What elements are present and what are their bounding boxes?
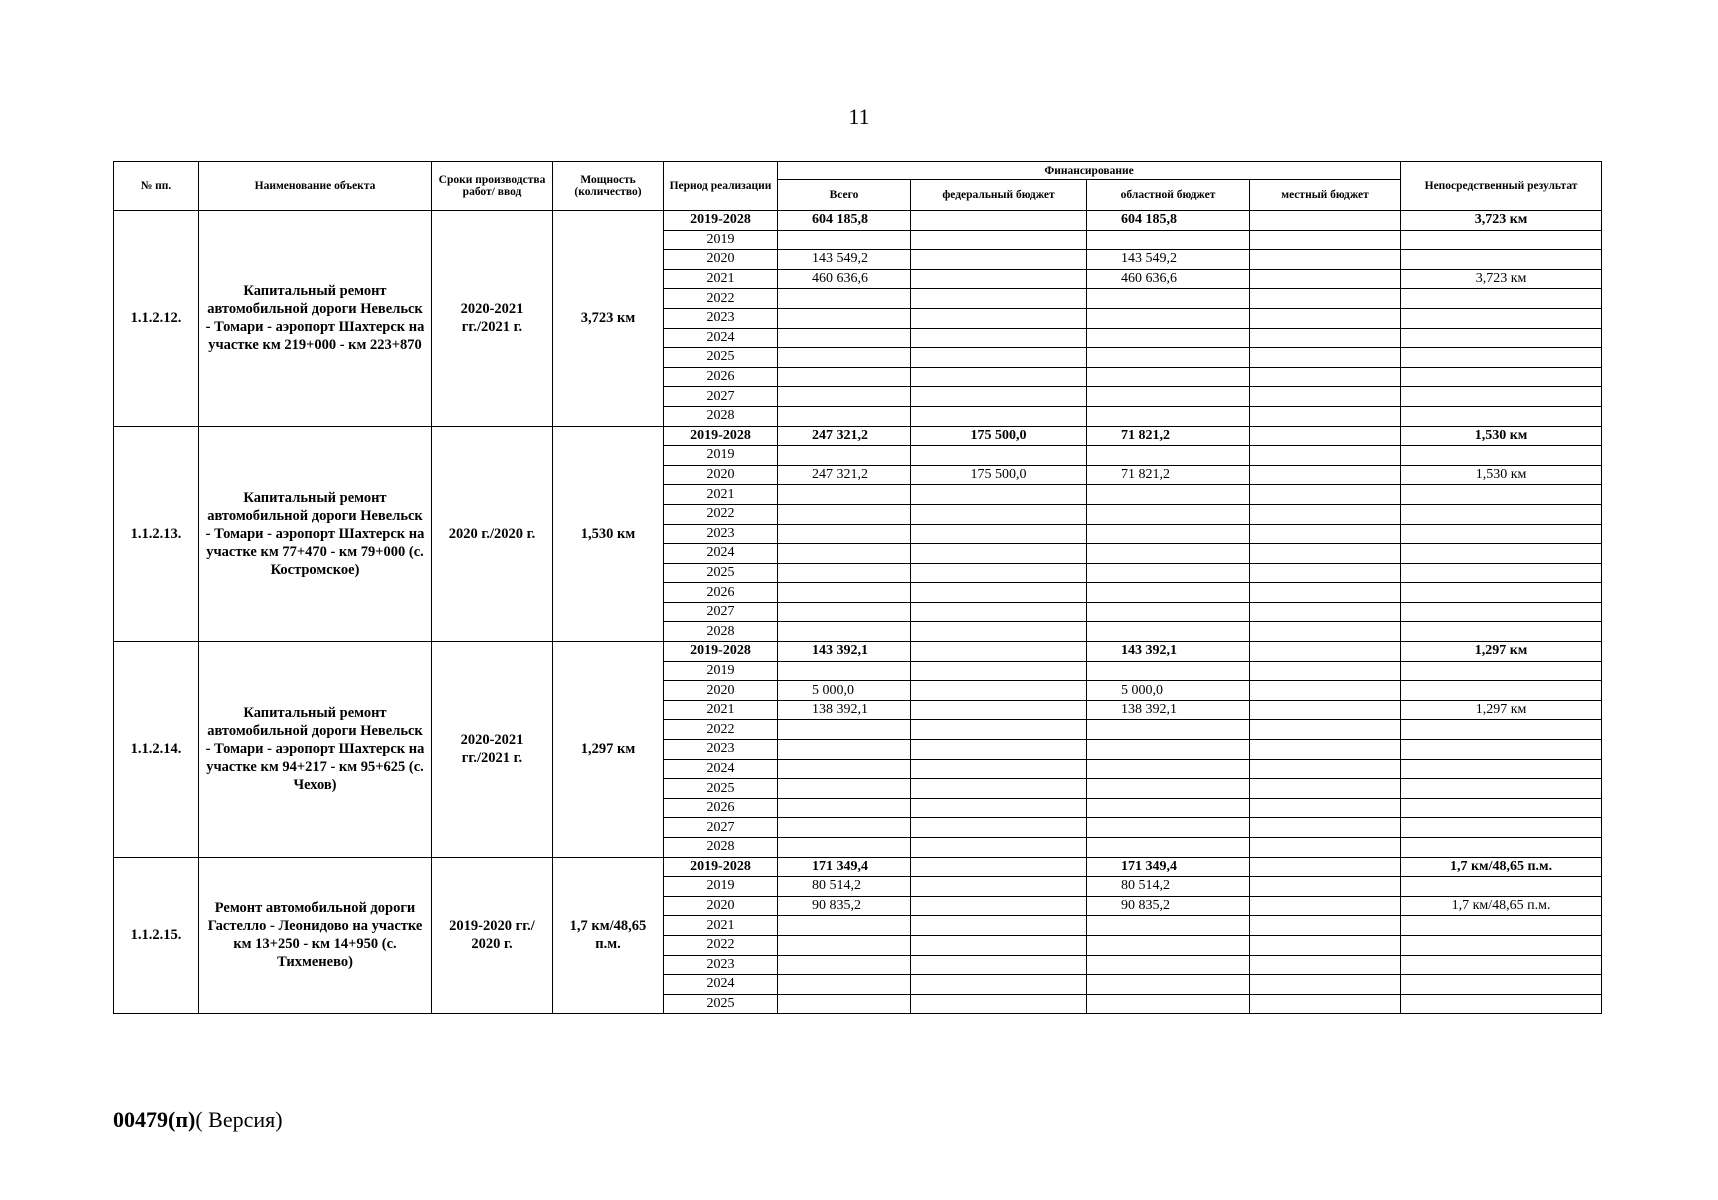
regional-cell bbox=[1087, 779, 1250, 799]
period-cell: 2020 bbox=[664, 250, 778, 270]
result-cell: 1,7 км/48,65 п.м. bbox=[1401, 896, 1602, 916]
total-cell bbox=[778, 916, 911, 936]
total-cell bbox=[778, 838, 911, 858]
table-row-total bbox=[114, 211, 1602, 231]
local-cell bbox=[1250, 759, 1401, 779]
total-cell bbox=[778, 759, 911, 779]
total-cell bbox=[778, 740, 911, 760]
local-cell bbox=[1250, 994, 1401, 1014]
header-name: Наименование объекта bbox=[199, 162, 432, 211]
period-cell: 2023 bbox=[664, 308, 778, 328]
header-result: Непосредственный результат bbox=[1401, 162, 1602, 211]
local-cell bbox=[1250, 622, 1401, 642]
local-cell bbox=[1250, 406, 1401, 426]
regional-cell: 80 514,2 bbox=[1087, 877, 1250, 897]
result-cell bbox=[1401, 740, 1602, 760]
period-cell: 2025 bbox=[664, 563, 778, 583]
regional-cell bbox=[1087, 367, 1250, 387]
total-cell bbox=[778, 485, 911, 505]
object-capacity: 1,530 км bbox=[553, 426, 664, 642]
total-cell bbox=[778, 504, 911, 524]
header-regional: областной бюджет bbox=[1087, 180, 1250, 211]
period-cell: 2028 bbox=[664, 838, 778, 858]
result-cell bbox=[1401, 308, 1602, 328]
regional-cell: 138 392,1 bbox=[1087, 700, 1250, 720]
federal-cell bbox=[911, 642, 1087, 662]
period-cell: 2022 bbox=[664, 935, 778, 955]
result-cell bbox=[1401, 720, 1602, 740]
local-cell bbox=[1250, 485, 1401, 505]
local-cell bbox=[1250, 740, 1401, 760]
period-cell: 2024 bbox=[664, 975, 778, 995]
regional-cell bbox=[1087, 289, 1250, 309]
total-cell bbox=[778, 328, 911, 348]
period-cell: 2025 bbox=[664, 779, 778, 799]
regional-cell bbox=[1087, 740, 1250, 760]
regional-cell bbox=[1087, 387, 1250, 407]
object-number: 1.1.2.14. bbox=[114, 642, 199, 858]
result-cell bbox=[1401, 602, 1602, 622]
local-cell bbox=[1250, 700, 1401, 720]
total-cell bbox=[778, 818, 911, 838]
period-cell: 2020 bbox=[664, 465, 778, 485]
total-cell: 460 636,6 bbox=[778, 269, 911, 289]
regional-cell bbox=[1087, 446, 1250, 466]
regional-cell: 143 549,2 bbox=[1087, 250, 1250, 270]
federal-cell bbox=[911, 622, 1087, 642]
result-cell bbox=[1401, 544, 1602, 564]
total-cell bbox=[778, 406, 911, 426]
regional-cell bbox=[1087, 661, 1250, 681]
regional-cell bbox=[1087, 583, 1250, 603]
total-cell bbox=[778, 975, 911, 995]
table-body bbox=[114, 211, 1602, 1014]
period-cell: 2022 bbox=[664, 504, 778, 524]
total-cell bbox=[778, 524, 911, 544]
header-financing: Финансирование bbox=[778, 162, 1401, 180]
regional-cell bbox=[1087, 504, 1250, 524]
federal-cell bbox=[911, 348, 1087, 368]
period-cell: 2023 bbox=[664, 740, 778, 760]
result-cell bbox=[1401, 975, 1602, 995]
federal-cell bbox=[911, 955, 1087, 975]
result-cell bbox=[1401, 759, 1602, 779]
total-cell bbox=[778, 583, 911, 603]
period-cell: 2019 bbox=[664, 446, 778, 466]
federal-cell bbox=[911, 583, 1087, 603]
total-cell bbox=[778, 798, 911, 818]
federal-cell bbox=[911, 857, 1087, 877]
local-cell bbox=[1250, 896, 1401, 916]
total-cell bbox=[778, 563, 911, 583]
period-cell: 2026 bbox=[664, 583, 778, 603]
local-cell bbox=[1250, 387, 1401, 407]
result-cell bbox=[1401, 524, 1602, 544]
total-cell bbox=[778, 661, 911, 681]
regional-cell: 90 835,2 bbox=[1087, 896, 1250, 916]
federal-cell bbox=[911, 798, 1087, 818]
result-cell bbox=[1401, 661, 1602, 681]
federal-cell bbox=[911, 916, 1087, 936]
result-cell bbox=[1401, 387, 1602, 407]
federal-cell bbox=[911, 896, 1087, 916]
object-number: 1.1.2.12. bbox=[114, 211, 199, 427]
local-cell bbox=[1250, 955, 1401, 975]
period-cell: 2019-2028 bbox=[664, 857, 778, 877]
federal-cell bbox=[911, 211, 1087, 231]
period-cell: 2022 bbox=[664, 720, 778, 740]
header-num: № пп. bbox=[114, 162, 199, 211]
regional-cell bbox=[1087, 622, 1250, 642]
result-cell: 1,530 км bbox=[1401, 465, 1602, 485]
local-cell bbox=[1250, 857, 1401, 877]
object-capacity: 1,297 км bbox=[553, 642, 664, 858]
result-cell bbox=[1401, 955, 1602, 975]
result-cell: 3,723 км bbox=[1401, 269, 1602, 289]
period-cell: 2023 bbox=[664, 955, 778, 975]
result-cell bbox=[1401, 779, 1602, 799]
period-cell: 2027 bbox=[664, 602, 778, 622]
object-terms: 2019-2020 гг./ 2020 г. bbox=[432, 857, 553, 1014]
period-cell: 2026 bbox=[664, 367, 778, 387]
federal-cell bbox=[911, 661, 1087, 681]
local-cell bbox=[1250, 504, 1401, 524]
result-cell bbox=[1401, 838, 1602, 858]
total-cell bbox=[778, 955, 911, 975]
object-name: Ремонт автомобильной дороги Гастелло - Леонидово на участке км 13+250 - км 14+950 (с. Тихменево) bbox=[199, 857, 432, 1014]
result-cell: 1,297 км bbox=[1401, 642, 1602, 662]
federal-cell bbox=[911, 681, 1087, 701]
local-cell bbox=[1250, 211, 1401, 231]
local-cell bbox=[1250, 798, 1401, 818]
period-cell: 2025 bbox=[664, 348, 778, 368]
federal-cell bbox=[911, 935, 1087, 955]
local-cell bbox=[1250, 465, 1401, 485]
federal-cell bbox=[911, 485, 1087, 505]
period-cell: 2019 bbox=[664, 230, 778, 250]
regional-cell bbox=[1087, 916, 1250, 936]
financing-table-container bbox=[113, 161, 1601, 1014]
federal-cell bbox=[911, 700, 1087, 720]
local-cell bbox=[1250, 269, 1401, 289]
federal-cell bbox=[911, 308, 1087, 328]
regional-cell bbox=[1087, 818, 1250, 838]
total-cell bbox=[778, 544, 911, 564]
period-cell: 2019-2028 bbox=[664, 426, 778, 446]
local-cell bbox=[1250, 367, 1401, 387]
object-capacity: 3,723 км bbox=[553, 211, 664, 427]
object-name: Капитальный ремонт автомобильной дороги Невельск - Томари - аэропорт Шахтерск на участке км 219+000 - км 223+870 bbox=[199, 211, 432, 427]
total-cell bbox=[778, 602, 911, 622]
regional-cell: 71 821,2 bbox=[1087, 426, 1250, 446]
period-cell: 2027 bbox=[664, 818, 778, 838]
local-cell bbox=[1250, 308, 1401, 328]
object-terms: 2020-2021 гг./2021 г. bbox=[432, 211, 553, 427]
regional-cell: 71 821,2 bbox=[1087, 465, 1250, 485]
local-cell bbox=[1250, 328, 1401, 348]
regional-cell: 171 349,4 bbox=[1087, 857, 1250, 877]
header-capacity: Мощность (количество) bbox=[553, 162, 664, 211]
result-cell bbox=[1401, 563, 1602, 583]
total-cell: 143 392,1 bbox=[778, 642, 911, 662]
table-row-total bbox=[114, 642, 1602, 662]
local-cell bbox=[1250, 642, 1401, 662]
regional-cell: 604 185,8 bbox=[1087, 211, 1250, 231]
local-cell bbox=[1250, 818, 1401, 838]
total-cell bbox=[778, 348, 911, 368]
local-cell bbox=[1250, 230, 1401, 250]
regional-cell bbox=[1087, 838, 1250, 858]
document-code bbox=[113, 1107, 283, 1133]
regional-cell bbox=[1087, 348, 1250, 368]
federal-cell bbox=[911, 563, 1087, 583]
regional-cell bbox=[1087, 328, 1250, 348]
total-cell bbox=[778, 289, 911, 309]
federal-cell bbox=[911, 406, 1087, 426]
federal-cell bbox=[911, 387, 1087, 407]
local-cell bbox=[1250, 250, 1401, 270]
total-cell bbox=[778, 720, 911, 740]
result-cell bbox=[1401, 622, 1602, 642]
federal-cell bbox=[911, 720, 1087, 740]
local-cell bbox=[1250, 446, 1401, 466]
result-cell bbox=[1401, 935, 1602, 955]
total-cell: 138 392,1 bbox=[778, 700, 911, 720]
local-cell bbox=[1250, 916, 1401, 936]
object-terms: 2020 г./2020 г. bbox=[432, 426, 553, 642]
result-cell bbox=[1401, 348, 1602, 368]
period-cell: 2024 bbox=[664, 328, 778, 348]
federal-cell bbox=[911, 838, 1087, 858]
object-capacity: 1,7 км/48,65 п.м. bbox=[553, 857, 664, 1014]
period-cell: 2028 bbox=[664, 622, 778, 642]
federal-cell bbox=[911, 779, 1087, 799]
total-cell: 247 321,2 bbox=[778, 426, 911, 446]
result-cell bbox=[1401, 818, 1602, 838]
local-cell bbox=[1250, 289, 1401, 309]
federal-cell bbox=[911, 367, 1087, 387]
federal-cell bbox=[911, 250, 1087, 270]
result-cell bbox=[1401, 994, 1602, 1014]
financing-table bbox=[113, 161, 1602, 1014]
result-cell bbox=[1401, 504, 1602, 524]
result-cell bbox=[1401, 798, 1602, 818]
result-cell bbox=[1401, 250, 1602, 270]
result-cell bbox=[1401, 230, 1602, 250]
total-cell: 80 514,2 bbox=[778, 877, 911, 897]
regional-cell: 460 636,6 bbox=[1087, 269, 1250, 289]
object-terms: 2020-2021 гг./2021 г. bbox=[432, 642, 553, 858]
local-cell bbox=[1250, 661, 1401, 681]
object-number: 1.1.2.13. bbox=[114, 426, 199, 642]
regional-cell bbox=[1087, 994, 1250, 1014]
result-cell bbox=[1401, 289, 1602, 309]
period-cell: 2020 bbox=[664, 896, 778, 916]
federal-cell bbox=[911, 975, 1087, 995]
local-cell bbox=[1250, 935, 1401, 955]
page-number: 11 bbox=[848, 104, 870, 129]
regional-cell bbox=[1087, 544, 1250, 564]
regional-cell bbox=[1087, 308, 1250, 328]
federal-cell bbox=[911, 504, 1087, 524]
federal-cell bbox=[911, 328, 1087, 348]
federal-cell bbox=[911, 877, 1087, 897]
total-cell bbox=[778, 779, 911, 799]
regional-cell bbox=[1087, 485, 1250, 505]
period-cell: 2024 bbox=[664, 759, 778, 779]
federal-cell bbox=[911, 230, 1087, 250]
result-cell bbox=[1401, 367, 1602, 387]
total-cell bbox=[778, 387, 911, 407]
header-period: Период реализации bbox=[664, 162, 778, 211]
total-cell bbox=[778, 994, 911, 1014]
period-cell: 2021 bbox=[664, 700, 778, 720]
table-row-total bbox=[114, 857, 1602, 877]
period-cell: 2021 bbox=[664, 485, 778, 505]
document-code-number: 00479(п) bbox=[113, 1107, 196, 1132]
federal-cell: 175 500,0 bbox=[911, 426, 1087, 446]
federal-cell: 175 500,0 bbox=[911, 465, 1087, 485]
period-cell: 2026 bbox=[664, 798, 778, 818]
result-cell: 3,723 км bbox=[1401, 211, 1602, 231]
result-cell bbox=[1401, 328, 1602, 348]
header-total: Всего bbox=[778, 180, 911, 211]
regional-cell bbox=[1087, 720, 1250, 740]
regional-cell bbox=[1087, 230, 1250, 250]
period-cell: 2023 bbox=[664, 524, 778, 544]
federal-cell bbox=[911, 602, 1087, 622]
local-cell bbox=[1250, 681, 1401, 701]
result-cell bbox=[1401, 485, 1602, 505]
period-cell: 2020 bbox=[664, 681, 778, 701]
federal-cell bbox=[911, 524, 1087, 544]
federal-cell bbox=[911, 818, 1087, 838]
local-cell bbox=[1250, 602, 1401, 622]
result-cell bbox=[1401, 916, 1602, 936]
federal-cell bbox=[911, 544, 1087, 564]
table-row-total bbox=[114, 426, 1602, 446]
period-cell: 2019 bbox=[664, 661, 778, 681]
total-cell bbox=[778, 367, 911, 387]
object-number: 1.1.2.15. bbox=[114, 857, 199, 1014]
period-cell: 2021 bbox=[664, 916, 778, 936]
document-version: ( Версия) bbox=[195, 1107, 283, 1132]
federal-cell bbox=[911, 759, 1087, 779]
result-cell bbox=[1401, 583, 1602, 603]
period-cell: 2024 bbox=[664, 544, 778, 564]
local-cell bbox=[1250, 524, 1401, 544]
period-cell: 2028 bbox=[664, 406, 778, 426]
regional-cell bbox=[1087, 975, 1250, 995]
local-cell bbox=[1250, 779, 1401, 799]
period-cell: 2021 bbox=[664, 269, 778, 289]
result-cell: 1,530 км bbox=[1401, 426, 1602, 446]
regional-cell: 5 000,0 bbox=[1087, 681, 1250, 701]
header-federal: федеральный бюджет bbox=[911, 180, 1087, 211]
local-cell bbox=[1250, 348, 1401, 368]
period-cell: 2027 bbox=[664, 387, 778, 407]
total-cell bbox=[778, 308, 911, 328]
regional-cell bbox=[1087, 602, 1250, 622]
period-cell: 2022 bbox=[664, 289, 778, 309]
total-cell: 143 549,2 bbox=[778, 250, 911, 270]
federal-cell bbox=[911, 446, 1087, 466]
total-cell bbox=[778, 935, 911, 955]
result-cell bbox=[1401, 877, 1602, 897]
total-cell bbox=[778, 622, 911, 642]
regional-cell: 143 392,1 bbox=[1087, 642, 1250, 662]
local-cell bbox=[1250, 563, 1401, 583]
header-terms: Сроки производства работ/ ввод bbox=[432, 162, 553, 211]
result-cell: 1,297 км bbox=[1401, 700, 1602, 720]
period-cell: 2019 bbox=[664, 877, 778, 897]
local-cell bbox=[1250, 877, 1401, 897]
federal-cell bbox=[911, 740, 1087, 760]
regional-cell bbox=[1087, 935, 1250, 955]
result-cell bbox=[1401, 446, 1602, 466]
result-cell: 1,7 км/48,65 п.м. bbox=[1401, 857, 1602, 877]
regional-cell bbox=[1087, 759, 1250, 779]
federal-cell bbox=[911, 289, 1087, 309]
local-cell bbox=[1250, 583, 1401, 603]
regional-cell bbox=[1087, 563, 1250, 583]
local-cell bbox=[1250, 426, 1401, 446]
local-cell bbox=[1250, 838, 1401, 858]
local-cell bbox=[1250, 544, 1401, 564]
total-cell: 90 835,2 bbox=[778, 896, 911, 916]
result-cell bbox=[1401, 681, 1602, 701]
result-cell bbox=[1401, 406, 1602, 426]
total-cell bbox=[778, 230, 911, 250]
regional-cell bbox=[1087, 406, 1250, 426]
regional-cell bbox=[1087, 955, 1250, 975]
total-cell: 604 185,8 bbox=[778, 211, 911, 231]
total-cell: 5 000,0 bbox=[778, 681, 911, 701]
federal-cell bbox=[911, 994, 1087, 1014]
regional-cell bbox=[1087, 798, 1250, 818]
object-name: Капитальный ремонт автомобильной дороги Невельск - Томари - аэропорт Шахтерск на участке км 77+470 - км 79+000 (с. Костромское) bbox=[199, 426, 432, 642]
total-cell bbox=[778, 446, 911, 466]
regional-cell bbox=[1087, 524, 1250, 544]
total-cell: 171 349,4 bbox=[778, 857, 911, 877]
period-cell: 2019-2028 bbox=[664, 211, 778, 231]
object-name: Капитальный ремонт автомобильной дороги Невельск - Томари - аэропорт Шахтерск на участке км 94+217 - км 95+625 (с. Чехов) bbox=[199, 642, 432, 858]
period-cell: 2019-2028 bbox=[664, 642, 778, 662]
period-cell: 2025 bbox=[664, 994, 778, 1014]
federal-cell bbox=[911, 269, 1087, 289]
header-local: местный бюджет bbox=[1250, 180, 1401, 211]
local-cell bbox=[1250, 975, 1401, 995]
local-cell bbox=[1250, 720, 1401, 740]
total-cell: 247 321,2 bbox=[778, 465, 911, 485]
